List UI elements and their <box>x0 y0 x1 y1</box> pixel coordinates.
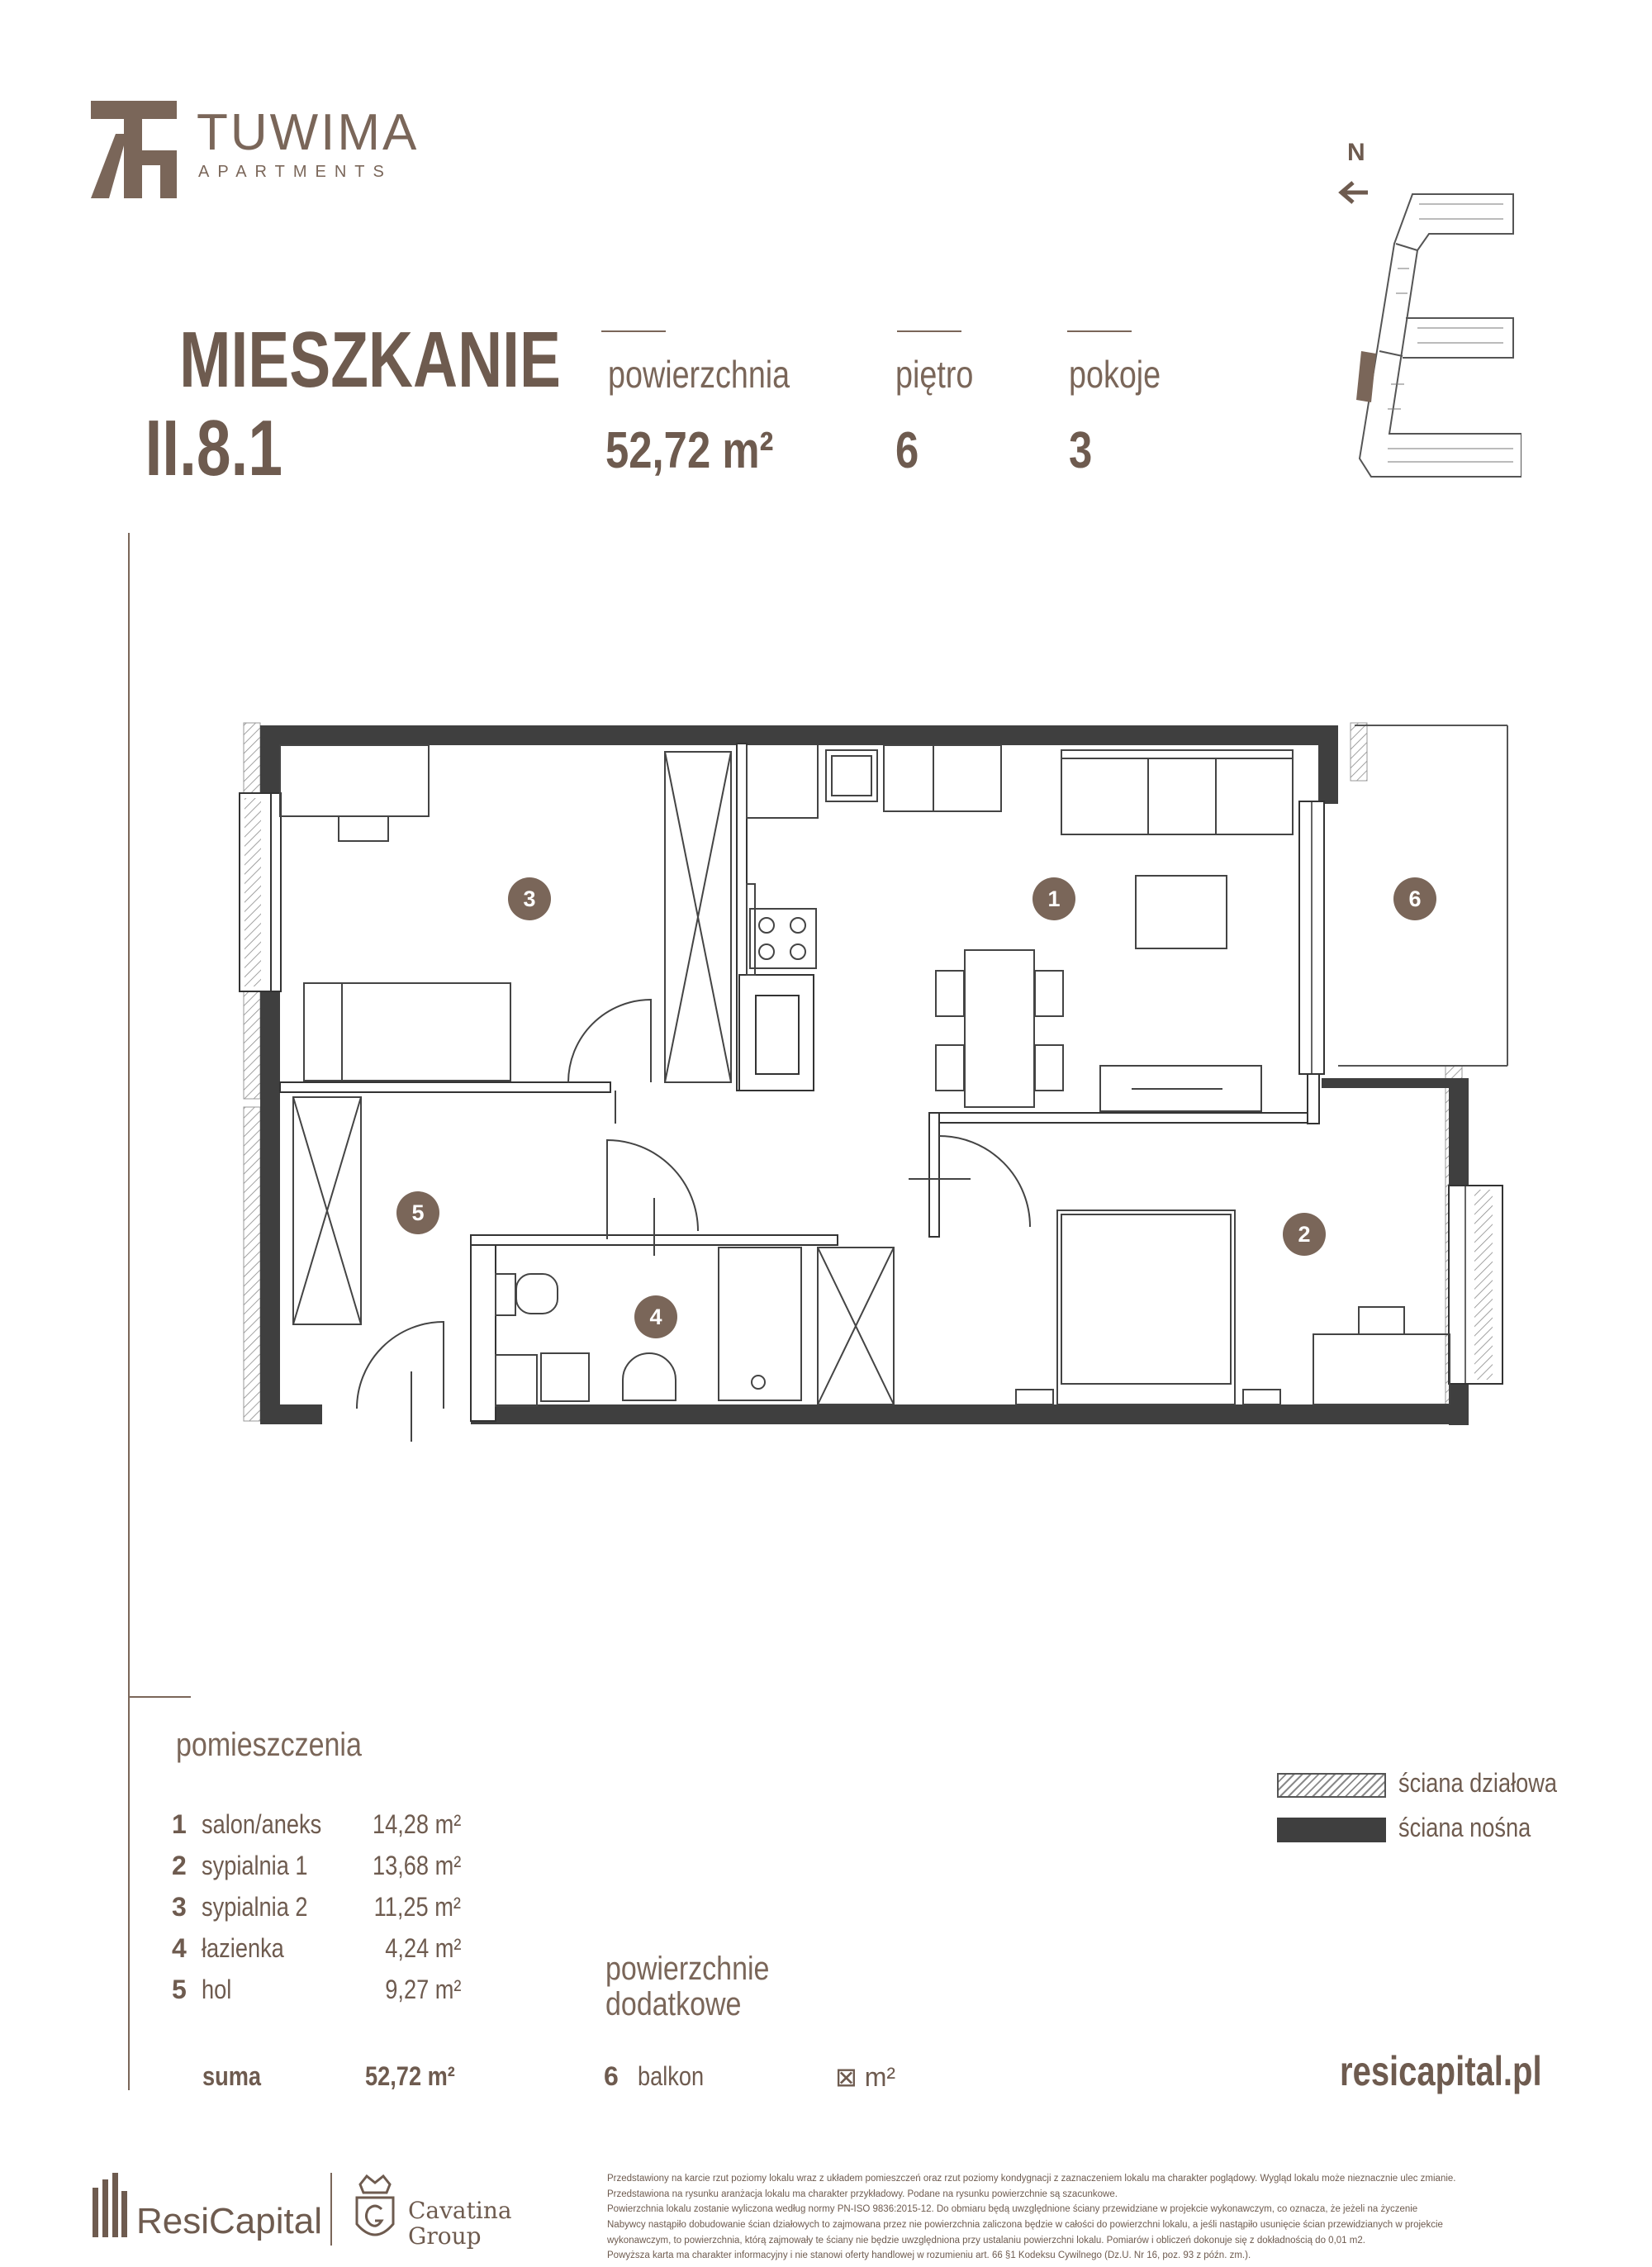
disclaimer-line: Powyższa karta ma charakter informacyjny i nie stanowi oferty handlowej w rozumieniu art. 66 §1 Kodeksu Cywilnego (Dz.U. Nr 16, poz. 93 z późn. zm.). <box>607 2250 1251 2261</box>
disclaimer-line: wykonawczym, to powierzchnia, którą zajmowały te ściany nie będzie uwzględniona przy ustalaniu powierzchni lokalu. Pomiarów i obliczeń dokonuje się z dokładnością do 0,01 m2. <box>607 2235 1365 2246</box>
room-num: 1 <box>172 1809 187 1839</box>
stat-rooms-label: pokoje <box>1069 353 1161 396</box>
room-row <box>172 1933 461 1971</box>
legend-partition-label: ściana działowa <box>1398 1768 1558 1798</box>
footer-separator <box>330 2173 332 2246</box>
website-link[interactable]: resicapital.pl <box>1340 2048 1542 2094</box>
legend-bearing-label: ściana nośna <box>1398 1813 1531 1842</box>
extra-row <box>604 2061 896 2092</box>
building-keyplan-icon <box>1338 186 1521 487</box>
brand-name: TUWIMA <box>197 104 420 161</box>
brand-subtitle: APARTMENTS <box>198 163 392 181</box>
floor-plan <box>231 719 1520 1466</box>
disclaimer-line: Przedstawiony na karcie rzut poziomy lokalu wraz z układem pomieszczeń oraz rzut poziomy kondygnacji z zaznaczeniem lokalu ma charakter poglądowy. Wygląd lokalu może nieznacznie ulec zmianie. <box>607 2174 1456 2184</box>
room-name: hol <box>202 1975 232 2004</box>
room-num: 2 <box>172 1851 187 1880</box>
room-area: 4,24 m² <box>384 1933 461 1963</box>
room-name: sypialnia 1 <box>202 1851 308 1880</box>
legend-partition-swatch <box>1277 1773 1386 1798</box>
stat-divider <box>1067 330 1132 332</box>
stat-area-value: 52,72 m² <box>605 422 774 479</box>
extra-num: 6 <box>604 2061 619 2091</box>
stat-area-label: powierzchnia <box>608 353 790 396</box>
stat-divider <box>601 330 666 332</box>
room-area: 14,28 m² <box>372 1809 461 1839</box>
tuwima-logo-icon <box>91 101 177 202</box>
disclaimer-line: Nabywcy nastąpiło dobudowanie ścian działowych to zajmowana przez nie powierzchnia zaliczona będzie w całości do powierzchni lokalu, a jeśli nastąpiło usunięcie ścian przewidzianych w projekcie <box>607 2219 1443 2230</box>
stat-rooms-value: 3 <box>1069 422 1093 479</box>
room-area: 9,27 m² <box>384 1975 461 2004</box>
disclaimer <box>607 2171 1557 2264</box>
room-badge-1: 1 <box>1032 877 1075 920</box>
cavatina-name <box>408 2198 512 2250</box>
room-row <box>172 1975 461 2013</box>
room-num: 5 <box>172 1975 187 2004</box>
apartment-number: II.8.1 <box>145 404 282 492</box>
stat-floor-label: piętro <box>895 353 974 396</box>
room-badge-2: 2 <box>1283 1213 1326 1256</box>
disclaimer-line: Powierzchnia lokalu zostanie wyliczona według normy PN-ISO 9836:2015-12. Do obmiaru będą uwzględnione ściany przewidziane w projekcie wykonawczym, co oznacza, że jeżeli na życzenie <box>607 2204 1418 2215</box>
sum-label: suma <box>202 2061 262 2091</box>
cavatina-line1: Cavatina <box>408 2197 512 2224</box>
disclaimer-line: Przedstawiona na rysunku aranżacja lokalu ma charakter przykładowy. Podane na rysunku powierzchnie są szacunkowe. <box>607 2189 1118 2199</box>
north-label: N <box>1347 139 1365 166</box>
legend-bearing-swatch <box>1277 1818 1386 1842</box>
extra-name: balkon <box>637 2061 704 2091</box>
extra-heading-line2: dodatkowe <box>605 1986 742 2023</box>
room-num: 3 <box>172 1892 187 1922</box>
room-area: 13,68 m² <box>372 1851 461 1880</box>
apartment-label: MIESZKANIE <box>179 316 561 404</box>
room-badge-6: 6 <box>1393 877 1436 920</box>
cavatina-line2: Group <box>408 2222 482 2250</box>
stat-floor-value: 6 <box>895 422 919 479</box>
room-badge-3: 3 <box>508 877 551 920</box>
left-rule-tick <box>128 1696 191 1698</box>
cavatina-crest-icon <box>354 2173 396 2251</box>
rooms-heading: pomieszczenia <box>176 1727 362 1763</box>
room-area: 11,25 m² <box>373 1892 461 1922</box>
left-rule <box>128 533 130 2090</box>
room-name: sypialnia 2 <box>202 1892 308 1922</box>
resicapital-logo-icon <box>91 2173 129 2243</box>
extra-area: ⊠ m² <box>835 2062 896 2092</box>
room-row <box>172 1851 461 1889</box>
stat-divider <box>897 330 961 332</box>
room-num: 4 <box>172 1933 187 1963</box>
sum-value: 52,72 m² <box>365 2061 455 2091</box>
room-row <box>172 1809 461 1847</box>
resicapital-name: ResiCapital <box>136 2201 322 2241</box>
room-row <box>172 1892 461 1930</box>
extra-heading <box>605 1951 769 2022</box>
room-name: łazienka <box>202 1933 284 1963</box>
extra-heading-line1: powierzchnie <box>605 1951 770 1987</box>
room-name: salon/aneks <box>202 1809 322 1839</box>
room-badge-5: 5 <box>396 1191 439 1234</box>
room-badge-4: 4 <box>634 1295 677 1338</box>
